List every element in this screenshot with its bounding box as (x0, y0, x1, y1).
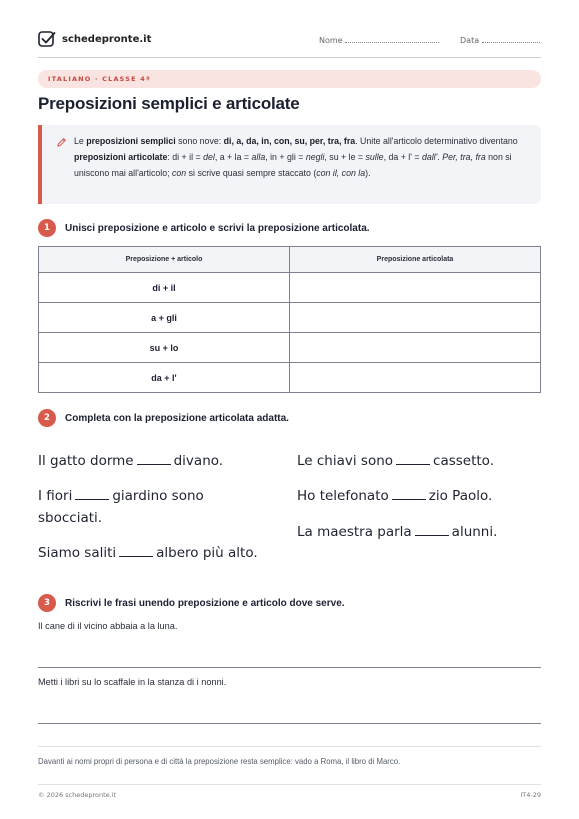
sentence-start: Ho telefonato (297, 488, 389, 504)
note-italic: sulle (365, 152, 384, 162)
sentence-end: zio Paolo. (428, 488, 493, 504)
column-header: Preposizione + articolo (39, 247, 290, 273)
date-field[interactable] (460, 35, 540, 45)
note-bold: di, a, da, in, con, su, per, tra, fra (223, 136, 356, 146)
writing-line[interactable] (38, 667, 541, 668)
table-header-row (39, 247, 541, 273)
table-row (39, 303, 541, 333)
brand-name: schedepronte.it (62, 33, 152, 45)
table-row (39, 273, 541, 303)
note-text: , in + gli = (265, 152, 306, 162)
exercise-number: 1 (38, 219, 56, 237)
sentence-start: I fiori (38, 488, 73, 504)
date-label: Data (460, 36, 480, 45)
subject-tag: ITALIANO · CLASSE 4ª (38, 70, 541, 88)
fill-sentence (297, 521, 541, 543)
exercise-3-heading (38, 594, 345, 612)
sentence-end: albero più alto. (156, 545, 258, 561)
writing-line[interactable] (38, 723, 541, 724)
footer-divider (38, 784, 541, 785)
column-header: Preposizione articolata (290, 247, 541, 273)
exercise-title: Completa con la preposizione articolata adatta. (65, 412, 289, 424)
rule-note (38, 125, 541, 204)
note-italic: alla (251, 152, 266, 162)
name-label: Nome (319, 36, 343, 45)
prompt-cell: da + l' (39, 363, 290, 393)
note-text: , a + la = (214, 152, 252, 162)
fill-sentence (38, 450, 278, 472)
fill-sentence (38, 542, 283, 564)
sentence-start: Le chiavi sono (297, 453, 394, 469)
note-bold: preposizioni articolate (74, 152, 168, 162)
name-field[interactable] (319, 35, 439, 45)
answer-blank[interactable] (137, 452, 171, 465)
answer-blank[interactable] (75, 487, 109, 500)
fill-sentence (297, 450, 541, 472)
exercise-1-heading (38, 219, 370, 237)
footer-code: IT4-29 (520, 791, 541, 799)
sentence-end: giardino sono sbocciati. (38, 488, 204, 526)
note-text: non si uniscono mai all'articolo; (74, 152, 512, 178)
sentence-end: alunni. (451, 524, 498, 540)
exercise-title: Unisci preposizione e articolo e scrivi la preposizione articolata. (65, 222, 370, 234)
note-text: . (437, 152, 443, 162)
note-text: , su + le = (324, 152, 366, 162)
note-italic: con (172, 168, 187, 178)
note-italic: del (203, 152, 215, 162)
note-bold: preposizioni semplici (86, 136, 176, 146)
rewrite-sentence: Il cane di il vicino abbaia a la luna. (38, 621, 178, 631)
note-text: sono nove: (175, 136, 224, 146)
footer-copyright: © 2026 schedepronte.it (38, 791, 117, 799)
exercise-1-table (38, 246, 541, 393)
note-italic: con il, con la (316, 168, 366, 178)
exercise-number: 2 (38, 409, 56, 427)
sentence-start: Il gatto dorme (38, 453, 134, 469)
answer-blank[interactable] (415, 523, 449, 536)
note-text: ). (365, 168, 371, 178)
answer-blank[interactable] (396, 452, 430, 465)
prompt-cell: a + gli (39, 303, 290, 333)
answer-cell[interactable] (290, 303, 541, 333)
page-header (38, 30, 541, 58)
fill-sentence (297, 485, 541, 507)
note-text: : di + il = (167, 152, 204, 162)
checkbox-logo-icon (38, 30, 56, 48)
pencil-icon (56, 137, 67, 148)
table-row (39, 333, 541, 363)
note-italic: Per, tra, fra (442, 152, 486, 162)
note-text: , da + l' = (383, 152, 422, 162)
answer-blank[interactable] (119, 544, 153, 557)
sentence-start: Siamo saliti (38, 545, 117, 561)
page-title: Preposizioni semplici e articolate (38, 94, 300, 113)
fill-sentence (38, 485, 253, 529)
sentence-end: divano. (173, 453, 224, 469)
note-text: si scrive quasi sempre staccato ( (186, 168, 317, 178)
brand (38, 30, 151, 48)
sentence-start: La maestra parla (297, 524, 412, 540)
answer-blank[interactable] (392, 487, 426, 500)
note-text: . Unite all'articolo determinativo diventano (355, 136, 518, 146)
note-italic: negli (305, 152, 325, 162)
rewrite-sentence: Metti i libri su lo scaffale in la stanza di i nonni. (38, 677, 227, 687)
grammar-tip: Davanti ai nomi propri di persona e di città la preposizione resta semplice: vado a Roma, il libro di Marco. (38, 757, 401, 766)
divider (38, 746, 541, 747)
table-row (39, 363, 541, 393)
answer-cell[interactable] (290, 273, 541, 303)
exercise-title: Riscrivi le frasi unendo preposizione e articolo dove serve. (65, 597, 345, 609)
prompt-cell: di + il (39, 273, 290, 303)
exercise-number: 3 (38, 594, 56, 612)
note-text: Le (74, 136, 87, 146)
note-italic: dall' (421, 152, 438, 162)
answer-cell[interactable] (290, 333, 541, 363)
sentence-end: cassetto. (433, 453, 494, 469)
name-blank[interactable] (345, 35, 439, 43)
prompt-cell: su + lo (39, 333, 290, 363)
date-blank[interactable] (482, 35, 540, 43)
exercise-2-heading (38, 409, 289, 427)
answer-cell[interactable] (290, 363, 541, 393)
